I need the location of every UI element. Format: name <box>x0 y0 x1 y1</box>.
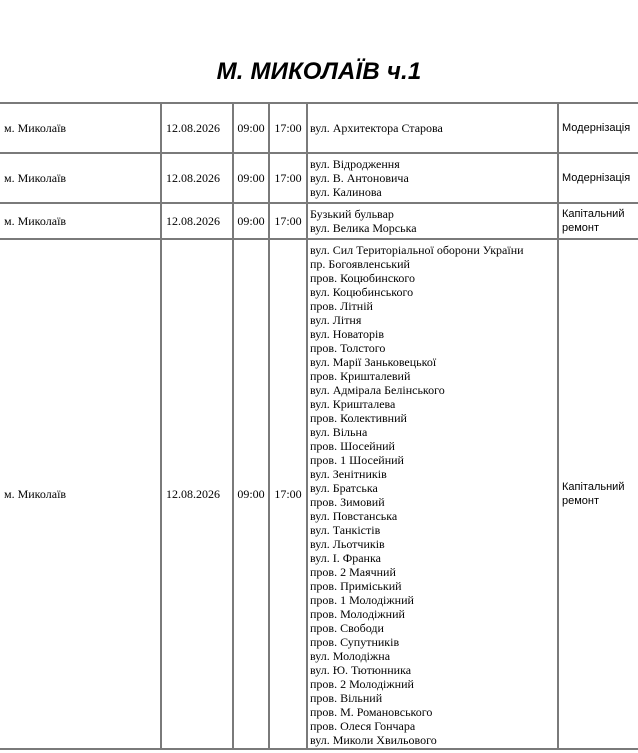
time-to-cell: 17:00 <box>268 152 306 202</box>
work-type-cell: Капітальний ремонт <box>557 202 638 238</box>
street-item: вул. Молодіжна <box>310 649 391 663</box>
table-row <box>0 202 638 238</box>
street-item: пров. Кришталевий <box>310 369 411 383</box>
street-item: вул. Повстанська <box>310 509 398 523</box>
street-item: вул. Відродження <box>310 157 400 171</box>
street-item: вул. Велика Морська <box>310 221 417 235</box>
street-item: вул. Сил Територіальної оборони України <box>310 243 524 257</box>
street-item: вул. Льотчиків <box>310 537 385 551</box>
street-item: пров. Зимовий <box>310 495 385 509</box>
street-item: вул. Ю. Тютюнника <box>310 663 412 677</box>
table-row <box>0 102 638 152</box>
street-item: пров. Толстого <box>310 341 386 355</box>
street-item: пров. 1 Шосейний <box>310 453 404 467</box>
street-item: вул. Адмірала Белінського <box>310 383 445 397</box>
street-item: пров. 1 Молодіжний <box>310 593 414 607</box>
street-item: пров. 2 Молодіжний <box>310 677 414 691</box>
street-item: пров. Приміський <box>310 579 402 593</box>
date-cell: 12.08.2026 <box>160 238 232 750</box>
city-cell: м. Миколаїв <box>0 152 160 202</box>
street-item: вул. Кришталева <box>310 397 396 411</box>
street-item: вул. Зенітників <box>310 467 387 481</box>
table-row <box>0 238 638 750</box>
street-item: пров. Колективний <box>310 411 407 425</box>
street-item: вул. Братська <box>310 481 378 495</box>
time-to-cell: 17:00 <box>268 102 306 152</box>
outage-schedule-table <box>0 102 638 750</box>
streets-cell <box>306 152 557 202</box>
street-item: пров. М. Романовського <box>310 705 433 719</box>
streets-cell <box>306 238 557 750</box>
table-row <box>0 152 638 202</box>
city-cell: м. Миколаїв <box>0 102 160 152</box>
street-item: пров. Молодіжний <box>310 607 405 621</box>
street-item: вул. Танкістів <box>310 523 381 537</box>
work-type-cell: Модернізація <box>557 102 638 152</box>
street-item: вул. В. Антоновича <box>310 171 409 185</box>
street-item: вул. Калинова <box>310 185 382 199</box>
time-from-cell: 09:00 <box>232 152 268 202</box>
street-item: вул. Новаторів <box>310 327 384 341</box>
street-item: пров. Свободи <box>310 621 384 635</box>
street-item: пров. Літній <box>310 299 373 313</box>
time-from-cell: 09:00 <box>232 102 268 152</box>
street-item: пров. Олеся Гончара <box>310 719 416 733</box>
street-item: вул. Вільна <box>310 425 368 439</box>
street-item: вул. Літня <box>310 313 362 327</box>
street-item: вул. Коцюбинського <box>310 285 414 299</box>
street-item: пров. Вільний <box>310 691 383 705</box>
work-type-cell: Капітальний ремонт <box>557 238 638 750</box>
city-cell: м. Миколаїв <box>0 238 160 750</box>
street-item: вул. Миколи Хвильового <box>310 733 437 747</box>
date-cell: 12.08.2026 <box>160 202 232 238</box>
city-cell: м. Миколаїв <box>0 202 160 238</box>
time-to-cell: 17:00 <box>268 202 306 238</box>
time-from-cell: 09:00 <box>232 202 268 238</box>
street-item: пр. Богоявленський <box>310 257 410 271</box>
time-to-cell: 17:00 <box>268 238 306 750</box>
street-item: вул. Архитектора Старова <box>310 121 443 135</box>
time-from-cell: 09:00 <box>232 238 268 750</box>
street-item: вул. І. Франка <box>310 551 381 565</box>
street-item: пров. Коцюбинского <box>310 271 415 285</box>
street-item: Бузький бульвар <box>310 207 394 221</box>
street-item: пров. Шосейний <box>310 439 395 453</box>
date-cell: 12.08.2026 <box>160 152 232 202</box>
work-type-cell: Модернізація <box>557 152 638 202</box>
streets-cell <box>306 102 557 152</box>
street-item: пров. Супутників <box>310 635 400 649</box>
streets-cell <box>306 202 557 238</box>
date-cell: 12.08.2026 <box>160 102 232 152</box>
street-item: пров. 2 Маячний <box>310 565 396 579</box>
street-item: вул. Марії Заньковецької <box>310 355 437 369</box>
page-title: М. МИКОЛАЇВ ч.1 <box>216 58 422 85</box>
